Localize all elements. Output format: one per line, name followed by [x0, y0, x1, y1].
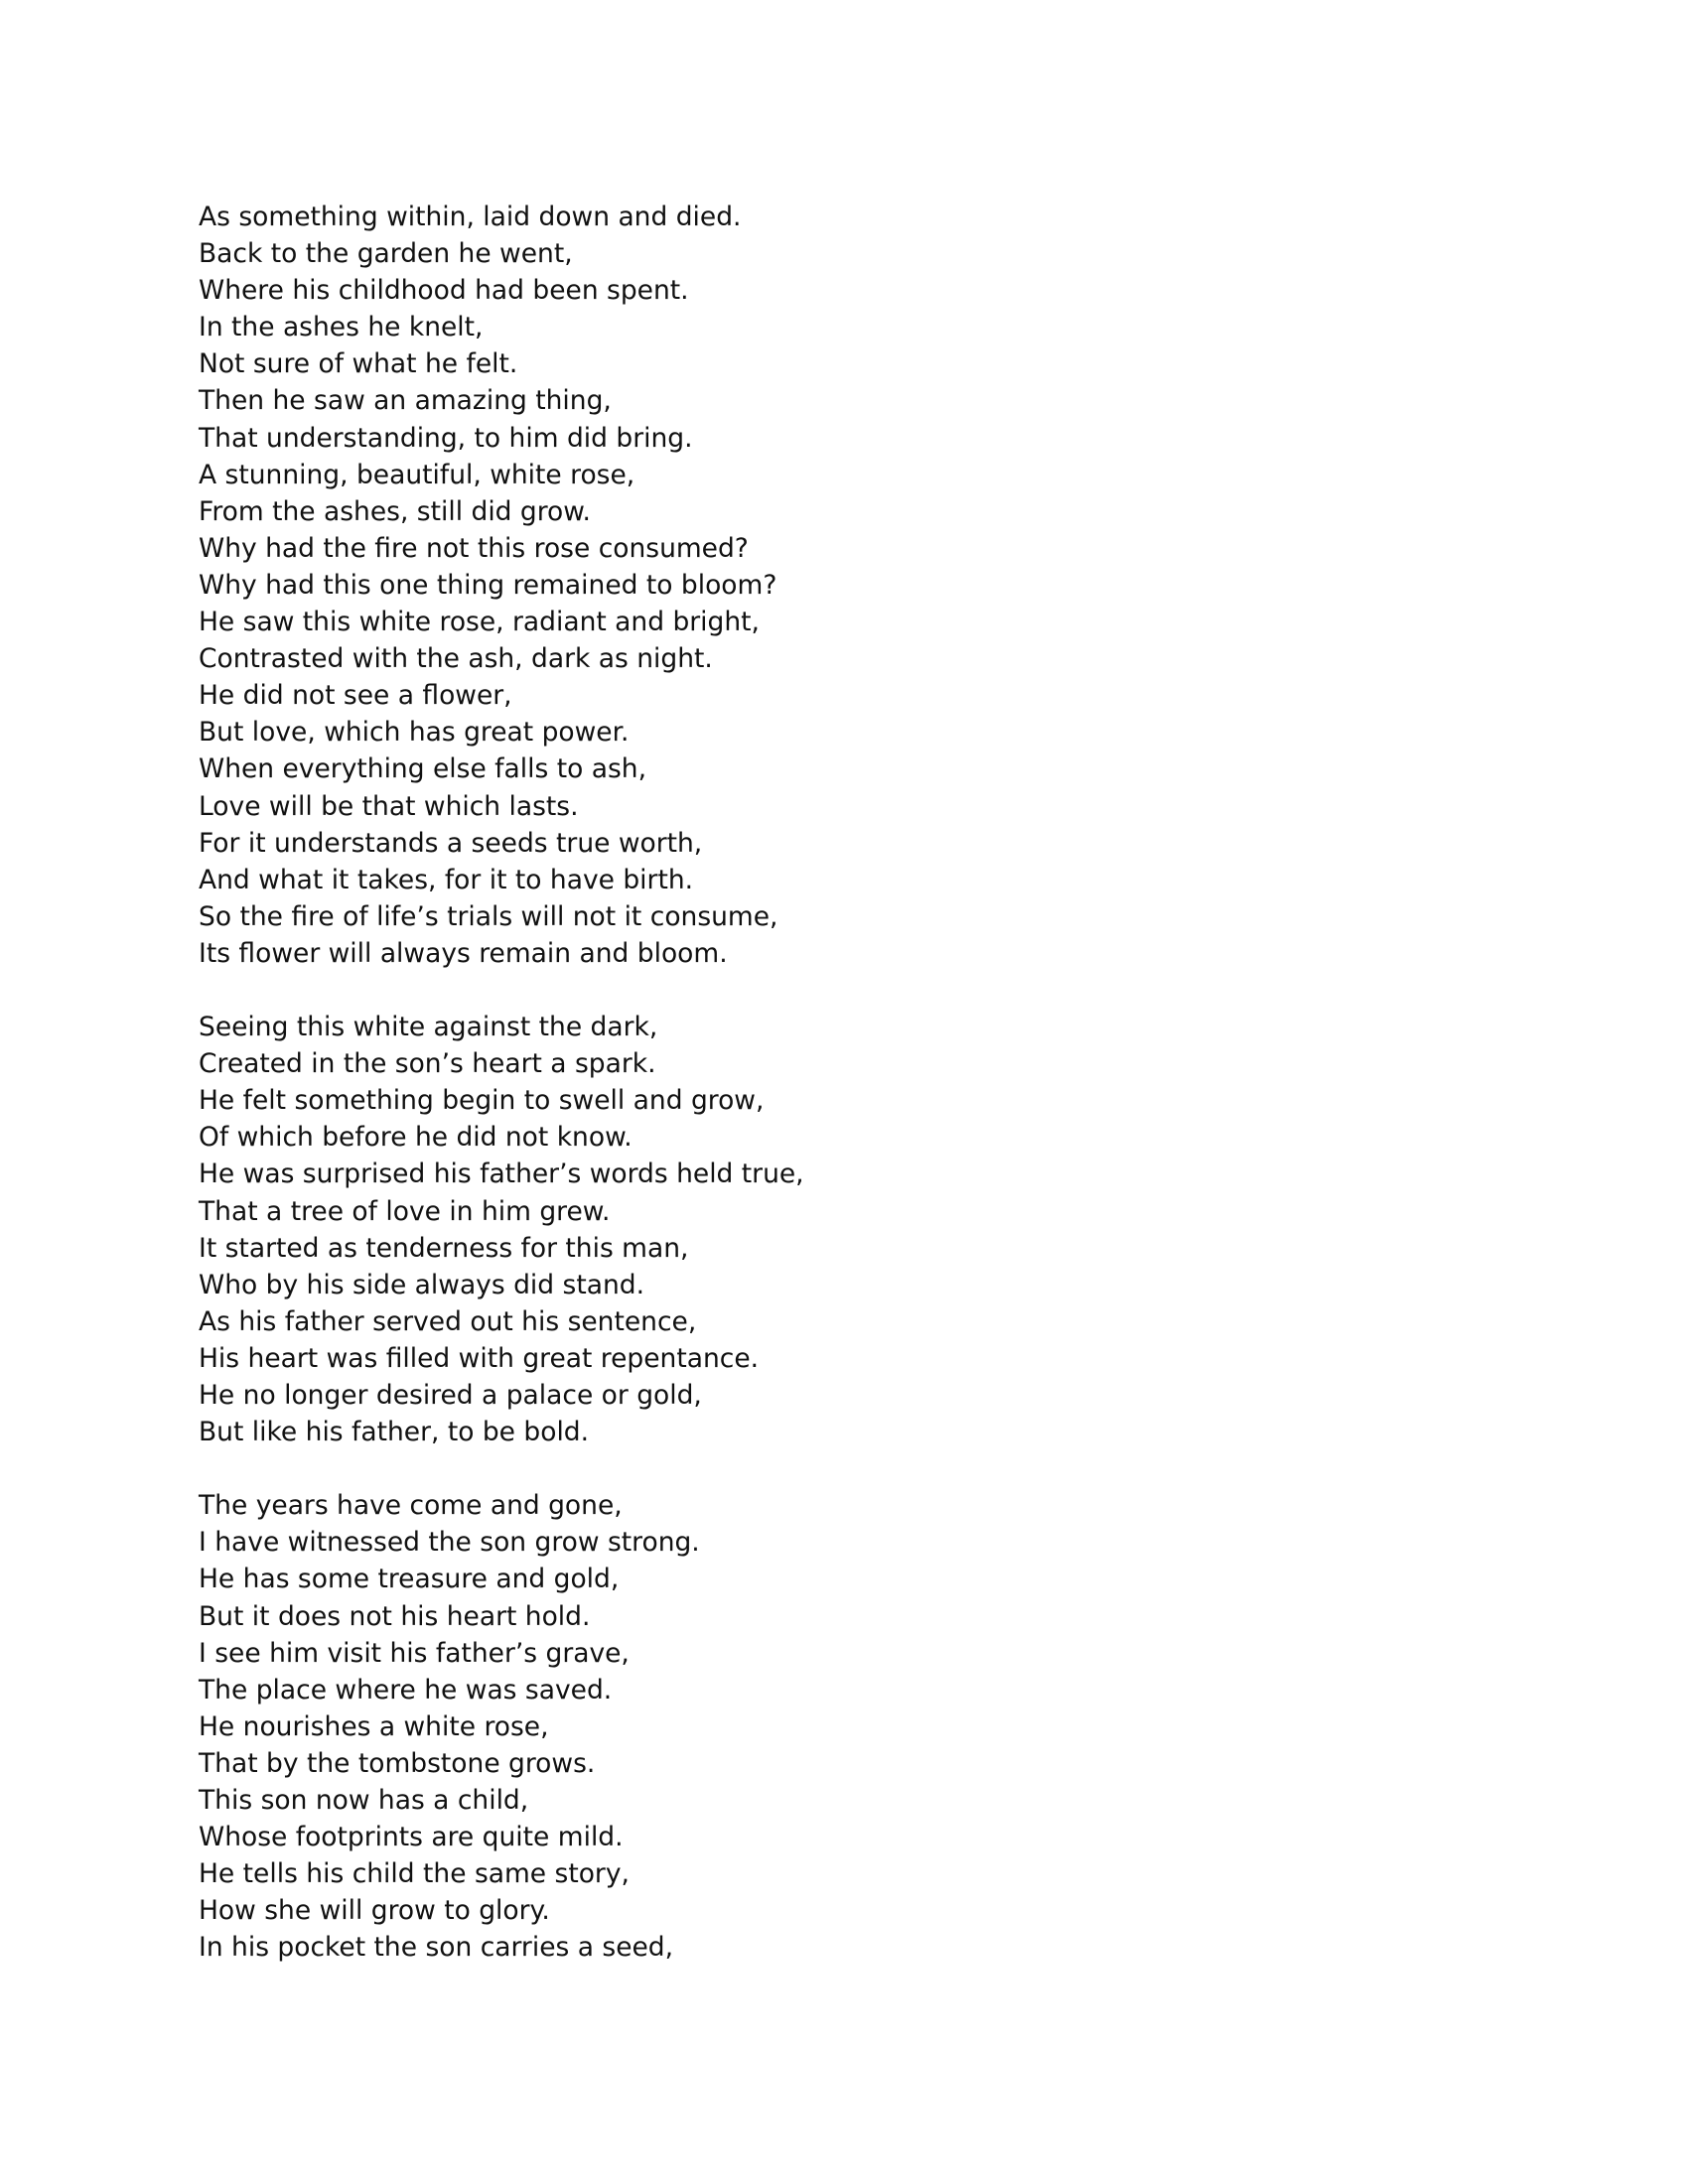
poem-line: He was surprised his father’s words held true, [199, 1159, 804, 1190]
poem-line: Its flower will always remain and bloom. [199, 937, 728, 969]
poem-line: His heart was filled with great repentance. [199, 1342, 760, 1374]
poem-line: He nourishes a white rose, [199, 1710, 549, 1742]
poem-line: From the ashes, still did grow. [199, 495, 591, 527]
poem-line: He saw this white rose, radiant and bright, [199, 607, 760, 638]
poem-line: Back to the garden he went, [199, 238, 573, 270]
poem-line: I have witnessed the son grow strong. [199, 1527, 700, 1559]
poem-line: He no longer desired a palace or gold, [199, 1380, 702, 1411]
poem-line: But love, which has great power. [199, 717, 630, 749]
stanza-2 [199, 1009, 1489, 1450]
poem-line: Not sure of what he felt. [199, 348, 518, 380]
poem-line: Love will be that which lasts. [199, 790, 579, 822]
poem-line: As something within, laid down and died. [199, 202, 742, 232]
poem-line: That by the tombstone grows. [199, 1747, 596, 1779]
poem-line: In his pocket the son carries a seed, [199, 1932, 674, 1964]
poem-line: For it understands a seeds true worth, [199, 827, 703, 859]
poem-line: In the ashes he knelt, [199, 312, 484, 343]
poem-line: He tells his child the same story, [199, 1858, 630, 1890]
poem-line: He felt something begin to swell and grow, [199, 1085, 765, 1117]
poem-line: A stunning, beautiful, white rose, [199, 459, 635, 490]
poem-line: The years have come and gone, [199, 1490, 623, 1522]
poem-line: Who by his side always did stand. [199, 1269, 644, 1300]
poem-line: As his father served out his sentence, [199, 1305, 697, 1337]
poem-line: He has some treasure and gold, [199, 1564, 620, 1595]
poem-line: When everything else falls to ash, [199, 753, 646, 785]
poem-line: It started as tenderness for this man, [199, 1232, 689, 1264]
poem-line: Contrasted with the ash, dark as night. [199, 643, 713, 675]
poem-line: But like his father, to be bold. [199, 1417, 590, 1448]
poem-line: That a tree of love in him grew. [199, 1195, 611, 1227]
poem-line: Created in the son’s heart a spark. [199, 1048, 656, 1080]
poem-line: So the fire of life’s trials will not it consume, [199, 900, 778, 932]
poem-line: The place where he was saved. [199, 1674, 613, 1706]
poem-line: Whose footprints are quite mild. [199, 1822, 624, 1853]
poem-line: I see him visit his father’s grave, [199, 1637, 630, 1669]
poem-line: That understanding, to him did bring. [199, 422, 693, 454]
poem-body [199, 199, 1489, 2003]
poem-line: Where his childhood had been spent. [199, 275, 689, 307]
poem-line: How she will grow to glory. [199, 1895, 550, 1927]
stanza-3 [199, 1487, 1489, 1966]
poem-line: Why had the fire not this rose consumed? [199, 532, 749, 564]
poem-line: And what it takes, for it to have birth. [199, 864, 694, 895]
poem-line: He did not see a flower, [199, 680, 512, 712]
stanza-1 [199, 199, 1489, 972]
poem-line: This son now has a child, [199, 1785, 529, 1817]
poem-line: Then he saw an amazing thing, [199, 385, 612, 417]
poem-line: Why had this one thing remained to bloom? [199, 569, 777, 601]
poem-line: Seeing this white against the dark, [199, 1012, 658, 1043]
poem-line: Of which before he did not know. [199, 1122, 633, 1154]
poem-line: But it does not his heart hold. [199, 1600, 591, 1632]
